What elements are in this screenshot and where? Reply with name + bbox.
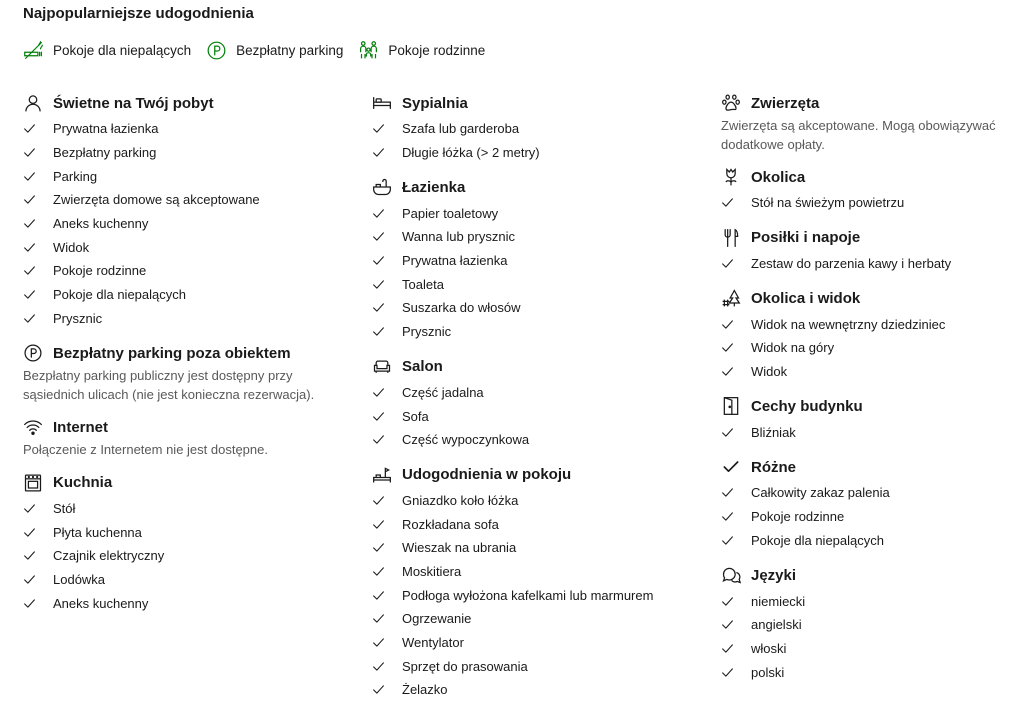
popular-item-label: Pokoje dla niepalących (53, 42, 192, 58)
section-building (721, 394, 1021, 444)
checkmark-icon (372, 409, 386, 423)
amenity-label: Bezpłatny parking (53, 145, 157, 161)
amenity-item (372, 404, 702, 428)
checkmark-icon (23, 502, 37, 516)
checkmark-icon (721, 641, 735, 655)
checkmark-icon (23, 288, 37, 302)
checkmark-icon (721, 533, 735, 547)
checkmark-icon (721, 510, 735, 524)
amenity-item (23, 212, 353, 236)
amenity-list (372, 381, 702, 452)
amenity-item (721, 589, 1021, 613)
amenity-item (721, 505, 1021, 529)
amenity-label: Wentylator (402, 635, 464, 651)
checkmark-icon (372, 146, 386, 160)
checkmark-icon (372, 541, 386, 555)
amenity-label: Papier toaletowy (402, 205, 499, 221)
checkmark-icon (23, 193, 37, 207)
checkmark-icon (23, 217, 37, 231)
wifi-icon (23, 417, 43, 437)
section-title: Cechy budynku (751, 397, 863, 415)
section-pets (721, 91, 1021, 154)
amenity-label: Całkowity zakaz palenia (751, 485, 890, 501)
no-smoking-icon (23, 40, 44, 61)
amenity-label: Część jadalna (402, 384, 484, 400)
amenity-list (721, 191, 1021, 215)
checkmark-icon (23, 146, 37, 160)
amenity-label: Wanna lub prysznic (402, 229, 515, 245)
section-title: Udogodnienia w pokoju (402, 466, 572, 484)
checkmark-icon (23, 311, 37, 325)
section-bathroom (372, 175, 702, 343)
popular-item-parking (206, 40, 343, 61)
amenity-label: Widok na góry (751, 340, 835, 356)
amenity-label: Gniazdko koło łóżka (402, 492, 519, 508)
checkmark-icon (721, 317, 735, 331)
amenity-item (721, 637, 1021, 661)
amenity-item (372, 512, 702, 536)
amenity-item (23, 520, 353, 544)
amenity-label: Stół na świeżym powietrzu (751, 195, 905, 211)
amenity-item (23, 235, 353, 259)
facilities-column-2 (372, 91, 702, 713)
parking-icon (23, 343, 43, 363)
cutlery-icon (721, 228, 741, 248)
amenity-list (721, 420, 1021, 444)
section-title: Kuchnia (53, 474, 113, 492)
amenity-item (23, 307, 353, 331)
section-parking (23, 341, 353, 404)
amenity-item (372, 249, 702, 273)
amenity-item (721, 529, 1021, 553)
amenity-label: Parking (53, 168, 98, 184)
amenity-item (372, 117, 702, 141)
section-title: Okolica (751, 168, 806, 186)
checkmark-icon (721, 257, 735, 271)
door-icon (721, 396, 741, 416)
section-view (721, 286, 1021, 383)
section-room-amenities (372, 463, 702, 702)
amenity-item (372, 320, 702, 344)
amenity-item (23, 117, 353, 141)
amenity-item (372, 141, 702, 165)
amenity-item (721, 252, 1021, 276)
amenity-item (23, 283, 353, 307)
amenity-label: polski (751, 664, 785, 680)
flower-icon (721, 167, 741, 187)
checkmark-icon (23, 169, 37, 183)
room-amenities-icon (372, 465, 392, 485)
amenity-label: Stół (53, 501, 76, 517)
section-food-drinks (721, 226, 1021, 276)
amenity-label: Prysznic (53, 310, 103, 326)
section-living-room (372, 355, 702, 452)
section-title: Salon (402, 358, 443, 375)
section-title: Łazienka (402, 178, 466, 196)
checkmark-icon (23, 573, 37, 587)
checkmark-icon (721, 196, 735, 210)
amenity-item (372, 631, 702, 655)
amenity-item (372, 296, 702, 320)
checkmark-icon (23, 122, 37, 136)
amenity-item (372, 654, 702, 678)
amenity-label: niemiecki (751, 593, 806, 609)
checkmark-icon (721, 618, 735, 632)
parking-icon (206, 40, 227, 61)
section-description: Połączenie z Internetem nie jest dostępne. (23, 442, 268, 458)
amenity-item (372, 607, 702, 631)
checkmark-icon (372, 301, 386, 315)
amenity-label: Podłoga wyłożona kafelkami lub marmurem (402, 587, 654, 603)
popular-item-family (358, 40, 485, 61)
checkmark-icon (372, 636, 386, 650)
checkmark-icon (372, 433, 386, 447)
bath-icon (372, 177, 392, 197)
checkmark-icon (372, 493, 386, 507)
checkmark-icon (372, 517, 386, 531)
checkmark-icon (372, 122, 386, 136)
amenity-item (372, 536, 702, 560)
amenity-label: Pokoje dla niepalących (53, 287, 186, 303)
checkmark-icon (23, 596, 37, 610)
amenity-list (721, 589, 1021, 684)
amenity-label: Bliźniak (751, 424, 796, 440)
amenity-label: Pokoje rodzinne (53, 263, 147, 279)
popular-item-label: Bezpłatny parking (236, 42, 344, 58)
amenity-item (721, 360, 1021, 384)
section-internet (23, 415, 353, 460)
section-stay (23, 91, 353, 330)
amenity-item (721, 312, 1021, 336)
amenity-label: Sprzęt do prasowania (402, 658, 528, 674)
amenity-label: Sofa (402, 408, 429, 424)
amenity-label: Moskitiera (402, 563, 462, 579)
checkmark-icon (23, 264, 37, 278)
checkmark-icon (372, 564, 386, 578)
amenity-label: Prysznic (402, 324, 452, 340)
facilities-column-1 (23, 91, 353, 626)
checkmark-icon (372, 588, 386, 602)
amenity-item (372, 583, 702, 607)
amenity-label: Widok na wewnętrzny dziedziniec (751, 316, 946, 332)
amenity-item (721, 660, 1021, 684)
amenity-item (721, 336, 1021, 360)
checkmark-icon (721, 594, 735, 608)
amenity-list (372, 117, 702, 164)
amenity-item (23, 568, 353, 592)
section-misc (721, 455, 1021, 552)
checkmark-icon (372, 230, 386, 244)
amenity-label: Ogrzewanie (402, 611, 472, 627)
amenity-label: Toaleta (402, 276, 444, 292)
family-icon (358, 40, 379, 61)
section-title: Różne (751, 458, 796, 476)
amenity-list (372, 489, 702, 702)
amenity-label: Długie łóżka (> 2 metry) (402, 145, 540, 161)
amenity-label: Aneks kuchenny (53, 216, 149, 232)
amenity-label: włoski (751, 640, 787, 656)
amenity-label: Prywatna łazienka (402, 253, 508, 269)
section-title: Posiłki i napoje (751, 229, 861, 247)
checkmark-icon (372, 683, 386, 697)
amenity-item (372, 560, 702, 584)
amenity-list (721, 312, 1021, 383)
amenity-label: Widok (53, 239, 90, 255)
amenity-label: Płyta kuchenna (53, 524, 142, 540)
section-bedroom (372, 91, 702, 164)
amenity-label: Żelazko (402, 682, 448, 698)
amenity-label: Lodówka (53, 572, 106, 588)
section-title: Języki (751, 566, 797, 584)
amenity-item (372, 272, 702, 296)
person-icon (23, 93, 43, 113)
checkmark-icon (372, 206, 386, 220)
amenity-item (23, 164, 353, 188)
amenity-label: Szafa lub garderoba (402, 121, 520, 137)
popular-facilities (23, 38, 500, 62)
checkmark-icon (23, 525, 37, 539)
amenity-item (23, 259, 353, 283)
amenity-item (372, 489, 702, 513)
checkmark-icon (372, 325, 386, 339)
sofa-icon (372, 357, 392, 377)
section-languages (721, 563, 1021, 684)
checkmark-icon (23, 240, 37, 254)
amenity-item (23, 544, 353, 568)
amenity-item (721, 420, 1021, 444)
checkmark-icon (721, 341, 735, 355)
amenity-item (23, 591, 353, 615)
checkmark-icon (372, 659, 386, 673)
section-title: Okolica i widok (751, 289, 861, 307)
checkmark-icon (721, 425, 735, 439)
checkmark-icon (23, 549, 37, 563)
amenity-label: angielski (751, 617, 802, 633)
popular-item-label: Pokoje rodzinne (388, 42, 486, 58)
amenity-label: Pokoje rodzinne (751, 509, 845, 525)
amenity-label: Wieszak na ubrania (402, 540, 517, 556)
facilities-column-3 (721, 91, 1021, 695)
popular-item-non-smoking (23, 40, 191, 61)
amenity-list (721, 252, 1021, 276)
section-title: Zwierzęta (751, 94, 820, 112)
landscape-icon (721, 288, 741, 308)
checkmark-icon (372, 385, 386, 399)
section-title: Bezpłatny parking poza obiektem (53, 344, 291, 362)
amenity-item (721, 613, 1021, 637)
amenity-list (372, 201, 702, 343)
section-surroundings (721, 165, 1021, 215)
amenity-label: Suszarka do włosów (402, 300, 521, 316)
amenity-label: Część wypoczynkowa (402, 432, 530, 448)
amenity-label: Czajnik elektryczny (53, 548, 165, 564)
section-description: Zwierzęta są akceptowane. Mogą obowiązywać dodatkowe opłaty. (721, 118, 996, 152)
amenity-item (372, 678, 702, 702)
amenity-item (372, 381, 702, 405)
amenity-label: Rozkładana sofa (402, 516, 499, 532)
checkmark-icon (721, 486, 735, 500)
amenity-item (372, 201, 702, 225)
amenity-label: Pokoje dla niepalących (751, 532, 884, 548)
amenity-item (721, 191, 1021, 215)
checkmark-icon (721, 365, 735, 379)
page-title: Najpopularniejsze udogodnienia (23, 5, 254, 22)
amenity-item (721, 481, 1021, 505)
amenity-item (372, 225, 702, 249)
amenity-label: Zwierzęta domowe są akceptowane (53, 192, 260, 208)
section-kitchen (23, 471, 353, 615)
section-description: Bezpłatny parking publiczny jest dostępny przy sąsiednich ulicach (nie jest konieczna rezerwacja). (23, 368, 315, 402)
checkmark-icon (372, 254, 386, 268)
amenity-label: Aneks kuchenny (53, 595, 149, 611)
amenity-list (23, 117, 353, 330)
amenity-item (23, 141, 353, 165)
amenity-item (23, 188, 353, 212)
check-icon (721, 457, 741, 477)
paw-icon (721, 93, 741, 113)
amenity-item (372, 428, 702, 452)
section-title: Sypialnia (402, 94, 468, 112)
amenity-label: Prywatna łazienka (53, 121, 159, 137)
oven-icon (23, 473, 43, 493)
speech-bubbles-icon (721, 565, 741, 585)
checkmark-icon (372, 612, 386, 626)
amenity-label: Widok (751, 364, 788, 380)
amenity-list (23, 497, 353, 615)
amenity-label: Zestaw do parzenia kawy i herbaty (751, 256, 952, 272)
bed-icon (372, 93, 392, 113)
section-title: Świetne na Twój pobyt (53, 94, 214, 112)
checkmark-icon (372, 277, 386, 291)
amenity-item (23, 497, 353, 521)
section-title: Internet (53, 418, 109, 436)
amenity-list (721, 481, 1021, 552)
checkmark-icon (721, 665, 735, 679)
